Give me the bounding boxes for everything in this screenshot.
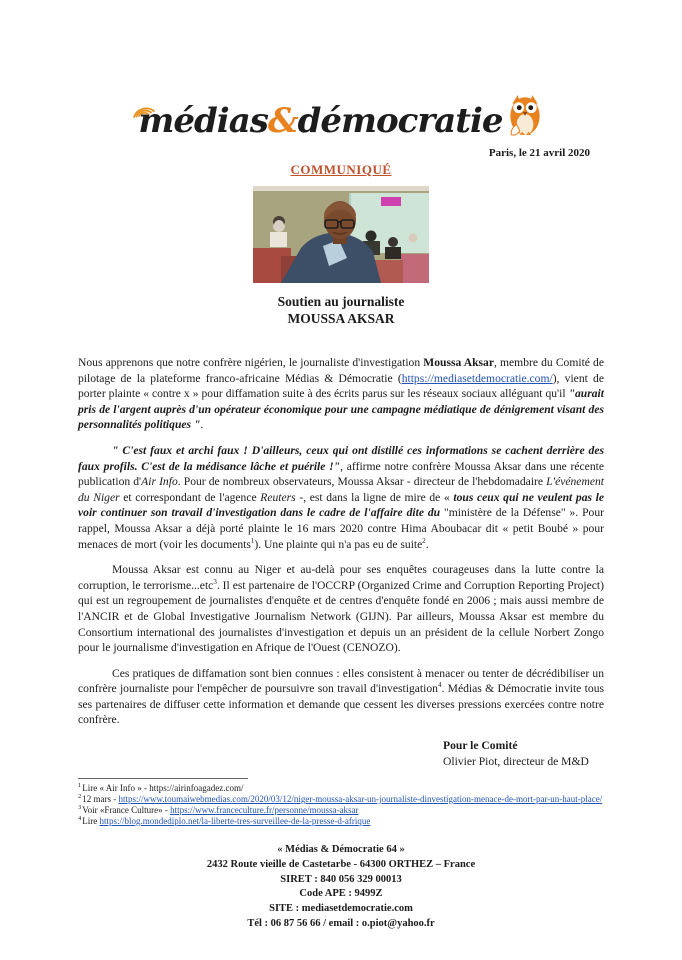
footnote-marker: 1 xyxy=(78,783,82,789)
hyperlink[interactable]: https://mediasetdemocratie.com/ xyxy=(401,371,553,385)
text-run: Lire « Air Info » - https://airinfoagadez.com/ xyxy=(82,783,244,793)
text-run: . Il est partenaire de l'OCCRP (Organized Crime and Corruption Reporting Project) qui est un regroupement de journalistes d'enquête et de centres d'enquête fondé en 2006 ; mais aussi membre de l'ANCIR et de Global Investigative Journalism Network (GIJN). Par ailleurs, Moussa Aksar est membre du Consortium international des journalistes d'investigation et depuis un an président de la cellule Norbert Zongo pour le journalisme d'investigation en Afrique de l'Ouest (CENOZO). xyxy=(78,578,604,655)
text-run: Nous apprenons que notre confrère nigérien, le journaliste d'investigation xyxy=(78,356,424,369)
signature-name: Olivier Piot, directeur de M&D xyxy=(443,754,589,768)
footer-address: 2432 Route vieille de Castetarbe - 64300 ORTHEZ – France xyxy=(206,858,476,870)
moussa-aksar-photo xyxy=(253,186,429,283)
footer-contact: Tél : 06 87 56 66 / email : o.piot@yahoo.fr xyxy=(247,917,435,929)
text-run: . xyxy=(200,418,204,432)
text-run: et correspondant de l'agence xyxy=(119,490,261,504)
title-line1: Soutien au journaliste xyxy=(277,294,405,309)
text-run: . xyxy=(425,537,429,551)
footnote-marker: 4 xyxy=(78,816,82,822)
text-run: 3 xyxy=(213,577,217,586)
paragraph-3 xyxy=(78,562,604,656)
footnote-3 xyxy=(78,805,612,816)
text-run: "ministère de la Défense" ». Pour rappel, Moussa Aksar a déjà porté plainte le 16 mars 2020 contre Hima Aboubacar dit « petit Boubé » pour menaces de mort (voir les documents xyxy=(78,506,604,551)
text-run: 2 xyxy=(422,536,426,545)
footnote-marker: 2 xyxy=(78,794,82,800)
text-run: Lire xyxy=(82,816,100,826)
text-run: , affirme notre confrère Moussa Aksar dans une récente publication d' xyxy=(78,459,604,489)
body-text xyxy=(0,355,682,769)
logo-ampersand: & xyxy=(267,101,298,141)
logo xyxy=(0,92,682,141)
paragraph-4 xyxy=(78,666,604,728)
organization-footer xyxy=(0,843,682,932)
footnote-marker: 3 xyxy=(78,805,82,811)
hyperlink[interactable]: https://blog.mondediplo.net/la-liberte-tres-surveillee-de-la-presse-d-afrique xyxy=(99,816,371,826)
text-run: 4 xyxy=(437,681,442,690)
paragraph-2 xyxy=(78,443,604,552)
signature-block xyxy=(78,738,604,769)
text-run: " C'est faux et archi faux ! D'ailleurs, ceux qui ont distillé ces informations se cachent derrière des faux profils. C'est de la médisance lâche et puérile !" xyxy=(78,443,604,473)
text-run: tous ceux qui ne veulent pas le voir continuer son travail d'investigation dans le cadre de l'affaire dite du xyxy=(78,490,605,520)
title-line2: MOUSSA AKSAR xyxy=(287,311,395,326)
page-title xyxy=(0,293,682,327)
logo-word2: démocratie xyxy=(297,101,503,141)
paragraph-1 xyxy=(78,355,604,433)
logo-word1: médias xyxy=(138,101,268,141)
text-run: Moussa Aksar xyxy=(423,356,495,369)
footnote-2 xyxy=(78,794,612,805)
text-run: Ces pratiques de diffamation sont bien connues : elles consistent à menacer ou tenter de décrédibiliser un confrère journaliste pour l'empêcher de poursuivre son travail d'investigation xyxy=(78,666,604,696)
broadcast-waves-icon xyxy=(133,91,159,125)
communique-label: COMMUNIQUÉ xyxy=(290,162,392,177)
text-run: , membre du Comité de pilotage de la plateforme franco-africaine Médias & Démocratie ( xyxy=(78,356,605,385)
text-run: ), vient de porter plainte « contre x » pour diffamation suite à des écrits parus sur les réseaux sociaux alléguant qu'il xyxy=(78,371,604,401)
owl-icon xyxy=(506,93,544,142)
hyperlink[interactable]: https://www.franceculture.fr/personne/moussa-aksar xyxy=(170,805,359,815)
text-run: -, est dans la ligne de mire de « xyxy=(295,490,454,504)
footnotes xyxy=(78,778,612,827)
text-run: L'événement du Niger xyxy=(78,475,604,504)
footer-siret: SIRET : 840 056 329 00013 xyxy=(280,873,402,885)
text-run: ). Une plainte qui n'a pas eu de suite xyxy=(254,537,423,551)
footnote-separator xyxy=(78,778,248,779)
logo-wordmark xyxy=(138,101,503,141)
footnote-4 xyxy=(78,816,612,827)
footnote-1 xyxy=(78,783,612,794)
signature-role: Pour le Comité xyxy=(443,739,518,753)
date-line: Paris, le 21 avril 2020 xyxy=(488,147,590,159)
hyperlink[interactable]: https://www.toumaiwebmedias.com/2020/03/12/niger-moussa-aksar-un-journaliste-dinvestigation-menace-de-mort-par-un-haut-place/ xyxy=(118,794,603,804)
footer-org-name: « Médias & Démocratie 64 » xyxy=(277,844,405,855)
footnote-text xyxy=(82,794,602,804)
text-run: . Médias & Démocratie invite tous ses partenaires de diffuser cette information et demande que cessent les diverses pressions exercées contre notre confrère. xyxy=(78,682,604,727)
text-run: . Pour de nombreux observateurs, Moussa Aksar - directeur de l'hebdomadaire xyxy=(177,475,547,489)
text-run: "aurait pris de l'argent auprès d'un opérateur économique pour une campagne médiatique de dénigrement visant des personnalités politiques " xyxy=(78,387,604,432)
text-run: Moussa Aksar est connu au Niger et au-delà pour ses enquêtes courageuses dans la lutte contre la corruption, le terrorisme...etc xyxy=(78,563,604,592)
text-run: Air Info xyxy=(141,475,178,489)
text-run: 12 mars - xyxy=(82,794,119,804)
footnote-text xyxy=(82,805,358,815)
text-run: Reuters xyxy=(260,490,296,504)
footer-site: SITE : mediasetdemocratie.com xyxy=(269,903,413,915)
footnote-text xyxy=(82,783,243,793)
footer-ape: Code APE : 9499Z xyxy=(299,888,383,900)
text-run: Voir «France Culture» - xyxy=(82,805,171,815)
footnote-text xyxy=(82,816,370,826)
text-run: 1 xyxy=(250,536,255,545)
communique-heading xyxy=(0,162,682,178)
